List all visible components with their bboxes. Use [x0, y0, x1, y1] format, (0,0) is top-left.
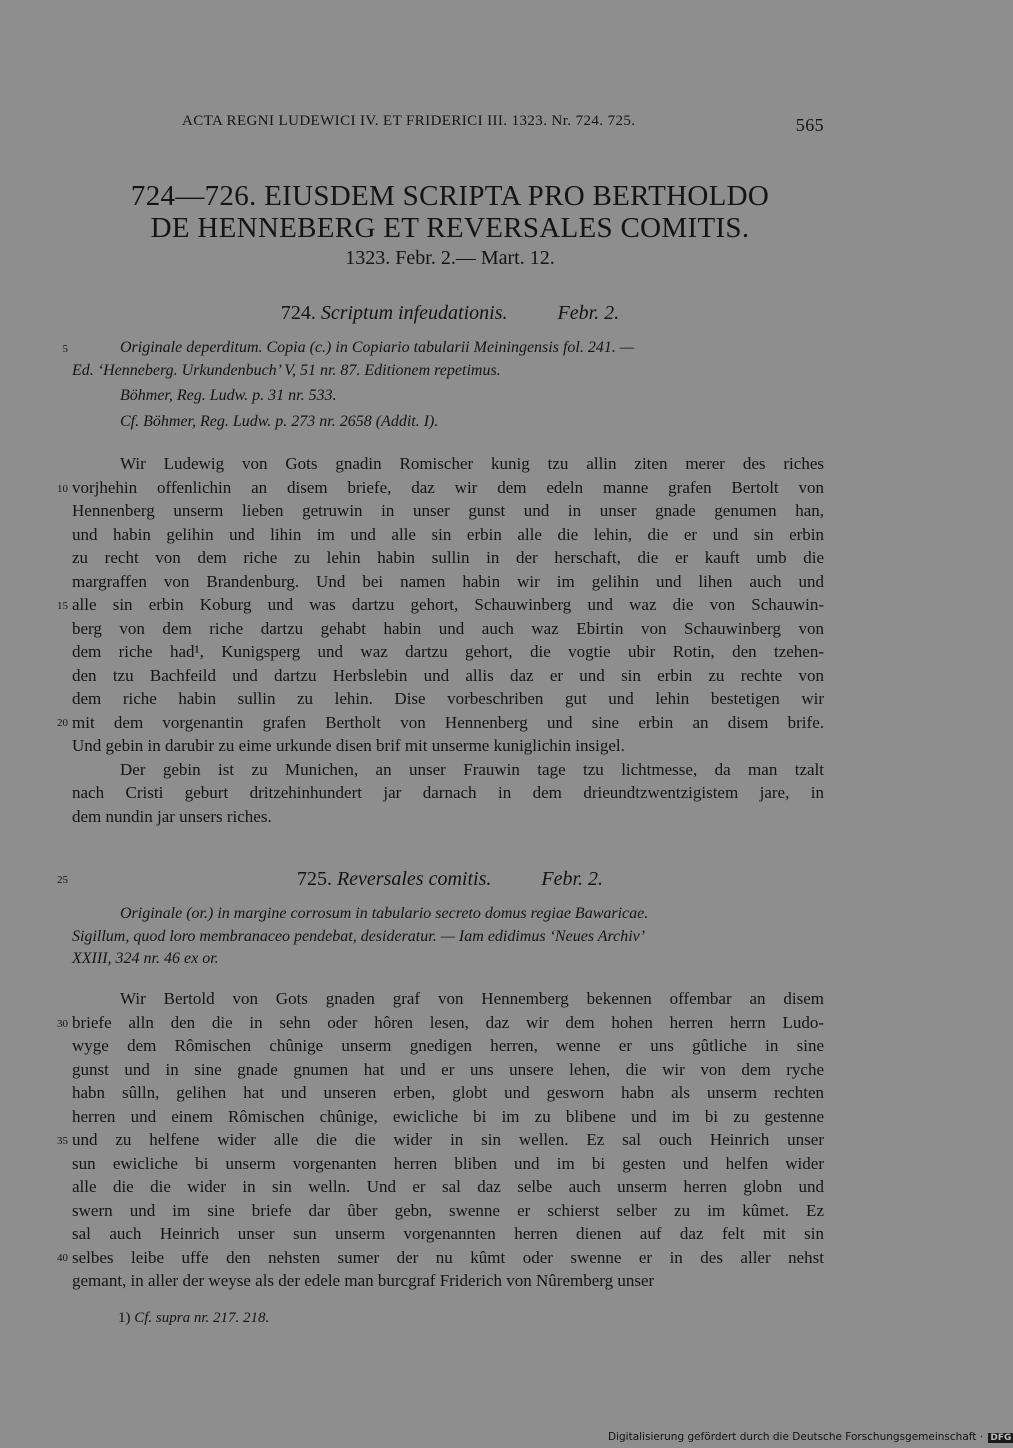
text-line: und habin gelihin und lihin im und alle sin erbin alle die lehin, die er und sin erbin: [72, 524, 824, 544]
text-line: dem nundin jar unsers riches.: [72, 806, 272, 826]
text-line: wyge dem Rômischen chûnige unserm gnedigen herren, wenne er uns gûtliche in sine: [72, 1036, 824, 1055]
section-724-text: [72, 452, 824, 828]
text-line: zu recht von dem riche zu lehin habin sullin in der herschaft, die er kauft umb die: [72, 548, 824, 567]
section-724-heading: [80, 302, 820, 325]
footnote-text: Cf. supra nr. 217. 218.: [134, 1310, 270, 1326]
digitization-credit: [608, 1431, 1012, 1445]
text-line: habn sûlln, gelihen hat und unseren erben, globt und gesworn habn als unserm rechten: [72, 1083, 824, 1102]
running-header: [182, 113, 824, 135]
text-line: sun ewicliche bi unserm vorgenanten herren bliben und im bi gesten und helfen wider: [72, 1153, 824, 1173]
text-line: Wir Bertold von Gots gnaden graf von Hennemberg bekennen offembar an disem: [120, 989, 824, 1008]
text-line: den tzu Bachfeild und dartzu Herbslebin und allis daz er und sin erbin zu rechte von: [72, 665, 824, 685]
footnote: [118, 1310, 269, 1327]
margin-line-number: 15: [57, 600, 68, 612]
text-line: dem riche had¹, Kunigsperg und waz dartzu gehort, die vogtie ubir Rotin, den tzehen-: [72, 642, 824, 661]
text-line: berg von dem riche dartzu gehabt habin und auch waz Ebirtin von Schauwinberg von: [72, 618, 824, 638]
text-line: Hennenberg unserm lieben getruwin in unser gunst und in unser gnade genumen han,: [72, 501, 824, 520]
dfg-logo-icon: DFG: [990, 1433, 1012, 1443]
section-725-heading: [80, 868, 820, 891]
text-line: herren und einem Rômischen chûnige, ewicliche bi im zu blibene und im bi zu gestenne: [72, 1106, 824, 1126]
reference-line: Cf. Böhmer, Reg. Ludw. p. 273 nr. 2658 (Addit. I).: [120, 412, 439, 430]
source-line: Sigillum, quod loro membranaceo pendebat, desideratur. — Iam edidimus ‘Neues Archiv’: [72, 927, 646, 945]
margin-line-number: 10: [57, 483, 68, 495]
section-725-sources: [72, 903, 824, 971]
text-line: alle sin erbin Koburg und was dartzu gehort, Schauwinberg und waz die von Schauwin-: [72, 595, 824, 614]
source-line: XXIII, 324 nr. 46 ex or.: [72, 950, 219, 967]
margin-line-number: 5: [62, 343, 68, 355]
section-725-text: [72, 987, 824, 1293]
text-line: Und gebin in darubir zu eime urkunde disen brif mit unserme kuniglichin insigel.: [72, 736, 625, 755]
reference-line: Böhmer, Reg. Ludw. p. 31 nr. 533.: [120, 387, 337, 404]
text-line: gemant, in aller der weyse als der edele man burcgraf Friderich von Nûremberg unser: [72, 1271, 655, 1290]
chapter-title-line2: DE HENNEBERG ET REVERSALES COMITIS.: [150, 212, 750, 244]
margin-line-number: 40: [57, 1252, 68, 1264]
text-line: alle die die wider in sin welln. Und er sal daz selbe auch unserm herren globn und: [72, 1177, 824, 1196]
source-line: Ed. ‘Henneberg. Urkundenbuch’ V, 51 nr. 87. Editionem repetimus.: [72, 361, 501, 379]
text-line: Wir Ludewig von Gots gnadin Romischer kunig tzu allin ziten merer des riches: [120, 454, 824, 473]
source-line: Originale deperditum. Copia (c.) in Copiario tabularii Meiningensis fol. 241. —: [120, 339, 635, 356]
credit-text: Digitalisierung gefördert durch die Deutsche Forschungsgemeinschaft ·: [608, 1431, 984, 1443]
text-line: briefe alln den die in sehn oder hôren lesen, daz wir dem hohen herren herrn Ludo-: [72, 1012, 824, 1032]
text-line: und zu helfene wider alle die die wider in sin wellen. Ez sal ouch Heinrich unser: [72, 1130, 824, 1149]
chapter-title-line1: 724—726. EIUSDEM SCRIPTA PRO BERTHOLDO: [130, 180, 770, 212]
chapter-dates: 1323. Febr. 2.— Mart. 12.: [345, 247, 555, 269]
margin-line-number: 30: [57, 1018, 68, 1030]
source-line: Originale (or.) in margine corrosum in tabulario secreto domus regiae Bawaricae.: [120, 905, 649, 922]
footnote-mark: 1): [118, 1310, 131, 1326]
text-line: Der gebin ist zu Munichen, an unser Frauwin tage tzu lichtmesse, da man tzalt: [120, 759, 824, 779]
margin-line-number: 35: [57, 1135, 68, 1147]
text-line: gunst und in sine gnade gnumen hat und er uns unsere lehen, die wir von dem ryche: [72, 1059, 824, 1079]
section-date: Febr. 2.: [557, 302, 620, 324]
section-number: 725.: [296, 868, 332, 890]
margin-line-number: 25: [57, 874, 68, 886]
text-line: vorjhehin offenlichin an disem briefe, daz wir dem edeln manne grafen Bertolt von: [72, 477, 824, 497]
section-724-sources: [72, 337, 824, 433]
chapter-title: [80, 180, 820, 244]
section-number: 724.: [280, 302, 316, 324]
text-line: swern und im sine briefe dar ûber gebn, swenne er schierst selber zu im kûmet. Ez: [72, 1200, 824, 1220]
text-line: selbes leibe uffe den nehsten sumer der nu kûmt oder swenne er in des aller nehst: [72, 1247, 824, 1267]
margin-line-number: 20: [57, 717, 68, 729]
section-title: Reversales comitis.: [336, 868, 492, 890]
text-line: sal auch Heinrich unser sun unserm vorgenannten herren dienen auf daz felt mit sin: [72, 1224, 824, 1243]
section-date: Febr. 2.: [541, 868, 604, 890]
text-line: mit dem vorgenantin grafen Bertholt von Hennenberg und sine erbin an disem brife.: [72, 712, 824, 732]
running-title: ACTA REGNI LUDEWICI IV. ET FRIDERICI III. 1323. Nr. 724. 725.: [182, 113, 636, 129]
text-line: dem riche habin sullin zu lehin. Dise vorbeschriben gut und lehin bestetigen wir: [72, 689, 824, 708]
text-line: margraffen von Brandenburg. Und bei namen habin wir im gelihin und lihen auch und: [72, 571, 824, 591]
text-line: nach Cristi geburt dritzehinhundert jar darnach in dem drieundtzwentzigistem jare, in: [72, 783, 824, 802]
page-number: 565: [795, 115, 824, 135]
section-title: Scriptum infeudationis.: [320, 302, 508, 324]
